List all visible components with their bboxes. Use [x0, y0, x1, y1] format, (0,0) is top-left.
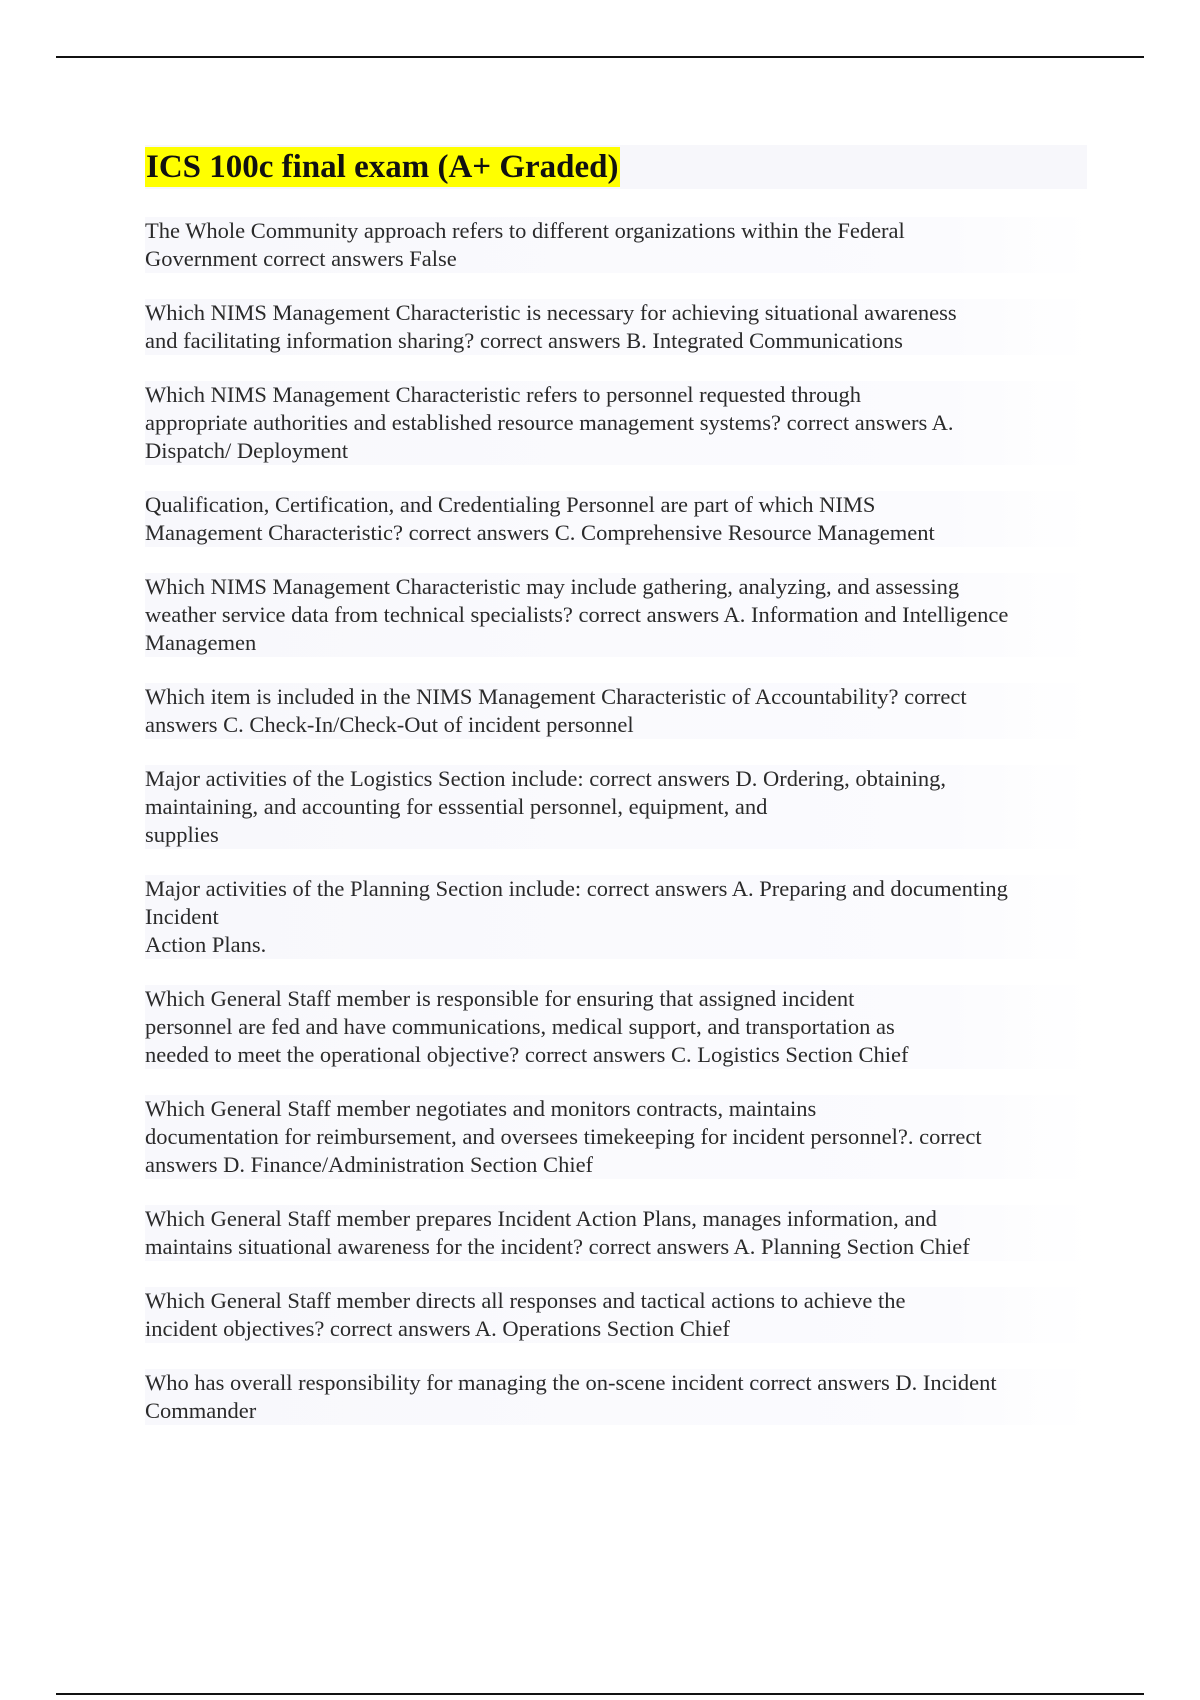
qa-line: The Whole Community approach refers to different organizations within the Federal: [145, 218, 905, 243]
qa-item: [145, 985, 1090, 1069]
qa-line: appropriate authorities and established resource management systems? correct answers A.: [145, 410, 954, 435]
qa-line: and facilitating information sharing? correct answers B. Integrated Communications: [145, 328, 903, 353]
qa-line: Commander: [145, 1398, 257, 1423]
top-rule: [56, 56, 1144, 58]
qa-line: incident objectives? correct answers A. Operations Section Chief: [145, 1316, 730, 1341]
qa-line: Which item is included in the NIMS Management Characteristic of Accountability? correct: [145, 684, 967, 709]
qa-line: Who has overall responsibility for managing the on-scene incident correct answers D. Incident: [145, 1370, 997, 1395]
qa-item: [145, 299, 1090, 355]
qa-line: Which General Staff member negotiates and monitors contracts, maintains: [145, 1096, 817, 1121]
qa-line: Which NIMS Management Characteristic may include gathering, analyzing, and assessing: [145, 574, 960, 599]
qa-list: [145, 217, 1090, 1425]
qa-line: supplies: [145, 822, 219, 847]
qa-line: Which NIMS Management Characteristic refers to personnel requested through: [145, 382, 862, 407]
qa-line: Major activities of the Planning Section include: correct answers A. Preparing and documenting: [145, 876, 1008, 901]
qa-line: Dispatch/ Deployment: [145, 438, 349, 463]
qa-line: Action Plans.: [145, 932, 267, 957]
qa-line: Incident: [145, 904, 219, 929]
qa-item: [145, 683, 1090, 739]
qa-item: [145, 381, 1090, 465]
qa-line: answers C. Check-In/Check-Out of incident personnel: [145, 712, 634, 737]
qa-line: Government correct answers False: [145, 246, 457, 271]
title-bar: [145, 145, 1087, 189]
qa-line: maintains situational awareness for the incident? correct answers A. Planning Section Chief: [145, 1234, 970, 1259]
document-title: ICS 100c final exam (A+ Graded): [146, 149, 619, 185]
qa-item: [145, 1095, 1090, 1179]
qa-item: [145, 875, 1090, 959]
qa-line: weather service data from technical specialists? correct answers A. Information and Intelligence: [145, 602, 1009, 627]
document-body: [145, 145, 1090, 1425]
qa-line: answers D. Finance/Administration Section Chief: [145, 1152, 594, 1177]
qa-item: [145, 491, 1090, 547]
qa-item: [145, 765, 1090, 849]
qa-line: Which General Staff member prepares Incident Action Plans, manages information, and: [145, 1206, 937, 1231]
qa-line: Qualification, Certification, and Credentialing Personnel are part of which NIMS: [145, 492, 876, 517]
qa-item: [145, 1205, 1090, 1261]
qa-item: [145, 573, 1090, 657]
qa-line: maintaining, and accounting for esssential personnel, equipment, and: [145, 794, 768, 819]
bottom-rule: [56, 1693, 1144, 1695]
qa-line: Managemen: [145, 630, 257, 655]
qa-line: Major activities of the Logistics Section include: correct answers D. Ordering, obtaining,: [145, 766, 947, 791]
qa-item: [145, 1369, 1090, 1425]
qa-item: [145, 1287, 1090, 1343]
qa-item: [145, 217, 1090, 273]
qa-line: Which General Staff member is responsible for ensuring that assigned incident: [145, 986, 855, 1011]
qa-line: documentation for reimbursement, and oversees timekeeping for incident personnel?. correct: [145, 1124, 982, 1149]
qa-line: personnel are fed and have communications, medical support, and transportation as: [145, 1014, 895, 1039]
qa-line: Which General Staff member directs all responses and tactical actions to achieve the: [145, 1288, 906, 1313]
qa-line: Which NIMS Management Characteristic is necessary for achieving situational awareness: [145, 300, 957, 325]
qa-line: needed to meet the operational objective? correct answers C. Logistics Section Chief: [145, 1042, 909, 1067]
qa-line: Management Characteristic? correct answers C. Comprehensive Resource Management: [145, 520, 935, 545]
